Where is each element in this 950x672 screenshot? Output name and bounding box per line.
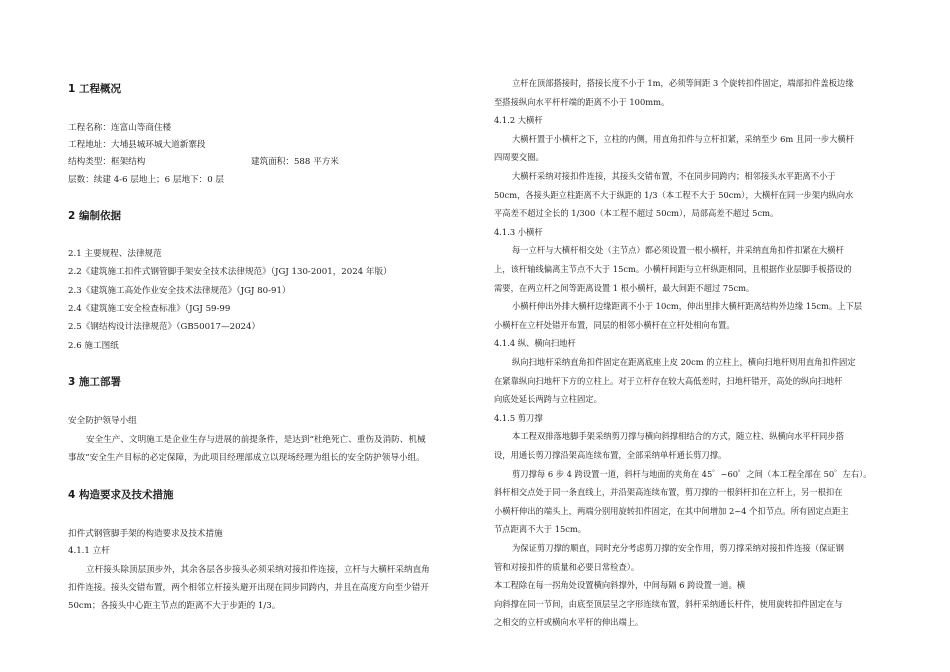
paragraph-line: 设，用通长剪刀撑沿架高连续布置，全部采纳单杆通长剪刀撑。	[494, 450, 727, 460]
paragraph-line: 大横杆置于小横杆之下，立柱的内侧，用直角扣件与立杆扣紧，采纳至少 6m 且同一步大横杆	[512, 133, 855, 144]
heading-deployment: 3 施工部署	[68, 376, 121, 388]
paragraph-line: 在紧靠纵向扫地杆下方的立柱上。对于立杆存在较大高低差时，扫地杆错开，高处的纵向扫地杆	[494, 375, 843, 386]
paragraph-line: 斜杆相交点处于同一条直线上，并沿架高连续布置，剪刀撑的一根斜杆扣在立杆上，另一根扣在	[494, 487, 843, 498]
paragraph-line: 小横杆伸出的端头上，两端分别用旋转扣件固定，在其中间增加 2~4 个扣节点。所有固定点距主	[494, 505, 849, 516]
paragraph-line: 向底处延长两跨与立柱固定。	[494, 394, 602, 405]
paragraph-line: 剪刀撑每 6 步 4 跨设置一道，斜杆与地面的夹角在 45゜~60゜之间（本工程全部在 50゜左右）。	[512, 468, 872, 479]
paragraph-line: 至搭接纵向水平杆杆端的距离不小于 100mm。	[494, 96, 670, 107]
safety-paragraph-line: 事故”安全生产目标的必定保障，为此项目经理部成立以现场经理为组长的安全防护领导小组。	[68, 453, 425, 463]
safety-group-title: 安全防护领导小组	[68, 416, 137, 426]
paragraph-line: 平高差不超过全长的 1/300（本工程不超过 50cm），局部高差不超过 5cm。	[494, 208, 779, 219]
paragraph-line: 向斜撑在同一节间，由底至顶层呈之字形连续布置，斜杆采纳通长杆件，使用旋转扣件固定在与	[494, 598, 843, 609]
paragraph-line: 纵向扫地杆采纳直角扣件固定在距离底座上皮 20cm 的立柱上，横向扫地杆则用直角扣件固定	[512, 357, 856, 367]
paragraph-line: 小横杆在立杆处错开布置，同层的相邻小横杆在立杆处相向布置。	[494, 319, 735, 330]
paragraph-line: 之相交的立杆或横向水平杆的伸出端上。	[494, 617, 644, 628]
paragraph-line: 本工程除在每一拐角处设置横向斜撑外，中间每隔 6 跨设置一道。横	[494, 580, 746, 591]
basis-item: 2.1 主要规程、法律规范	[68, 249, 162, 259]
basis-item: 2.6 施工图纸	[68, 341, 119, 351]
paragraph-line: 4.1.2 大横杆	[494, 115, 543, 126]
paragraph-line: 50cm，各接头距立柱距离不大于纵距的 1/3（本工程不大于 50cm），大横杆在同一步架内纵向水	[494, 189, 854, 200]
paragraph-line: 4.1.3 小横杆	[494, 226, 543, 237]
basis-item: 2.4《建筑施工安全检查标准》（JGJ 59-99	[68, 304, 231, 314]
paragraph-line: 小横杆伸出外排大横杆边缘距离不小于 10cm，伸出里排大横杆距离结构外边缘 15cm。上下层	[512, 301, 863, 312]
pole-paragraph-line: 扣件连接。接头交错布置，两个相邻立杆接头避开出现在同步同跨内，并且在高度方向至少错开	[68, 583, 429, 593]
floor-count: 层数：续建 4-6 层地上；6 层地下：0 层	[68, 175, 225, 185]
pole-paragraph-line: 立杆接头除顶层顶步外，其余各层各步接头必须采纳对接扣件连接，立杆与大横杆采纳直角	[86, 565, 430, 575]
heading-construction-requirements: 4 构造要求及技术措施	[68, 489, 174, 501]
basis-item: 2.5《钢结构设计法律规范》（GB50017—2024）	[68, 322, 261, 332]
paragraph-line: 管和对接扣件的质量和必要日常检查）。	[494, 561, 640, 572]
paragraph-line: 本工程双排落地脚手架采纳剪刀撑与横向斜撑相结合的方式，随立柱、纵横向水平杆同步搭	[512, 431, 844, 442]
basis-item: 2.3《建筑施工高处作业安全技术法律规范》（JGJ 80-91）	[68, 286, 291, 296]
heading-basis: 2 编制依据	[68, 210, 121, 222]
building-area: 建筑面积：588 平方米	[251, 157, 339, 167]
paragraph-line: 每一立杆与大横杆相交处（主节点）都必须设置一根小横杆，并采纳直角扣件扣紧在大横杆	[512, 245, 844, 256]
basis-item: 2.2《建筑施工扣件式钢管脚手架安全技术法律规范》（JGJ 130-2001，2024 年版）	[68, 267, 392, 277]
project-address: 工程地址：大埔县城环城大道新寨段	[68, 140, 206, 150]
pole-paragraph-line: 50cm；各接头中心距主节点的距离不大于步距的 1/3。	[68, 601, 281, 611]
section-4-1-1: 4.1.1 立杆	[68, 546, 110, 556]
safety-paragraph-line: 安全生产、文明施工是企业生存与进展的前提条件，是达到“杜绝死亡、重伤及消防、机械	[86, 435, 426, 445]
measures-title: 扣件式钢管脚手架的构造要求及技术措施	[68, 529, 223, 539]
paragraph-line: 立杆在顶部搭接时，搭接长度不小于 1m，必须等间距 3 个旋转扣件固定，端部扣件盖板边缘	[512, 78, 854, 88]
paragraph-line: 为保证剪刀撑的顺直，同时充分考虑剪刀撑的安全作用，剪刀撑采纳对接扣件连接（保证钢	[512, 543, 844, 553]
paragraph-line: 上，该杆轴线偏离主节点不大于 15cm。小横杆间距与立杆纵距相同，且根据作业层脚手板搭设的	[494, 264, 852, 274]
project-name: 工程名称：连富山等商住楼	[68, 123, 172, 133]
heading-project-overview: 1 工程概况	[68, 83, 121, 95]
structure-type: 结构类型：框架结构	[68, 157, 146, 167]
paragraph-line: 四周要交圈。	[494, 152, 544, 163]
paragraph-line: 需要，在两立杆之间等距离设置 1 根小横杆，最大间距不超过 75cm。	[494, 282, 755, 293]
paragraph-line: 4.1.5 剪刀撑	[494, 412, 543, 423]
paragraph-line: 节点距离不大于 15cm。	[494, 524, 587, 535]
paragraph-line: 大横杆采纳对接扣件连接，其接头交错布置，不在同步同跨内；相邻接头水平距离不小于	[512, 171, 836, 181]
paragraph-line: 4.1.4 纵、横向扫地杆	[494, 338, 576, 349]
